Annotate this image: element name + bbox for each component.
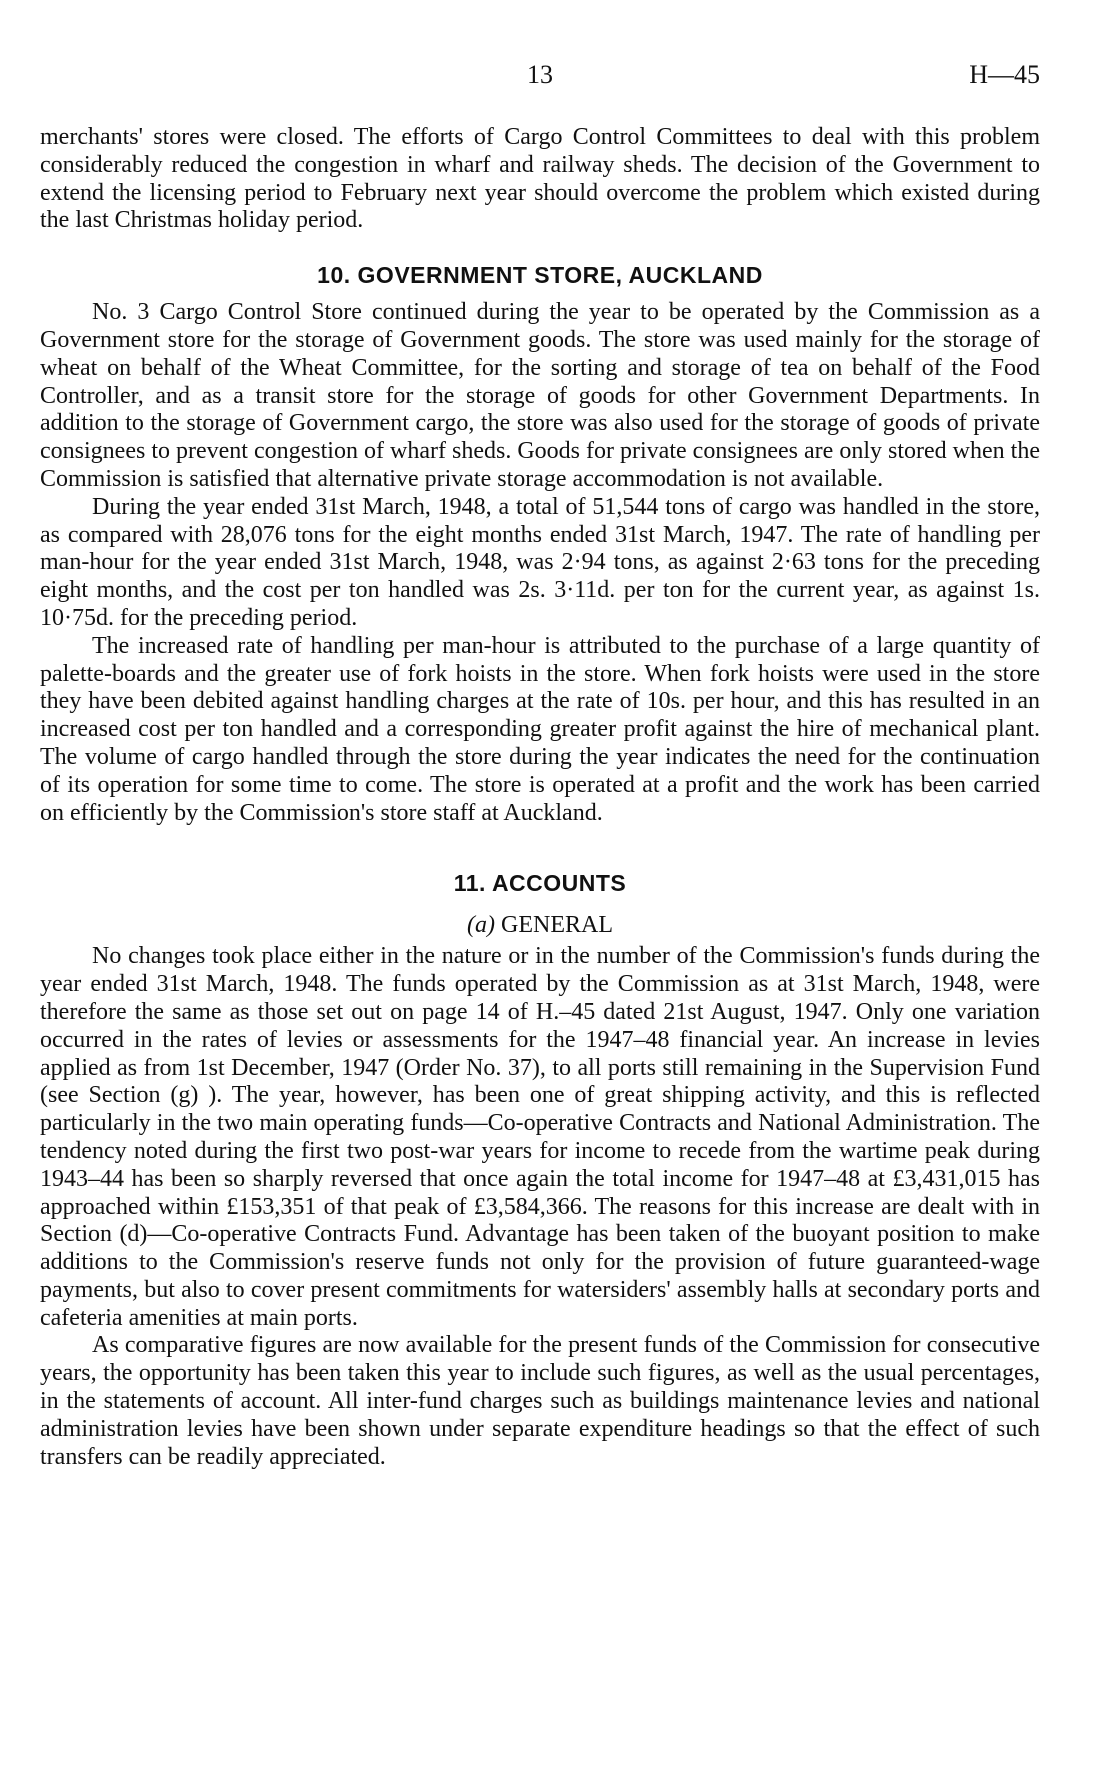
subsection-a-title: GENERAL: [501, 912, 613, 939]
document-reference: H—45: [969, 60, 1040, 89]
subsection-a-heading: [40, 911, 1040, 939]
section-11-paragraph-2: As comparative figures are now available for the present funds of the Commission for consecutive years, the opportunity has been taken this year to include such figures, as well as the usual percentages, in the statements of account. All inter-fund charges such as buildings maintenance levies and national administration levies have been shown under separate expenditure headings so that the effect of such transfers can be readily appreciated.: [40, 1332, 1040, 1470]
document-page: [40, 0, 1040, 1770]
section-11-paragraph-1: No changes took place either in the nature or in the number of the Commission's funds during the year ended 31st March, 1948. The funds operated by the Commission as at 31st March, 1948, were therefore the same as those set out on page 14 of H.–45 dated 21st August, 1947. Only one variation occurred in the rates of levies or assessments for the 1947–48 financial year. An increase in levies applied as from 1st December, 1947 (Order No. 37), to all ports still remaining in the Supervision Fund (see Section (g) ). The year, however, has been one of great shipping activity, and this is reflected particularly in the two main operating funds—Co-operative Contracts and National Administration. The tendency noted during the first two post-war years for income to recede from the wartime peak during 1943–44 has been so sharply reversed that once again the total income for 1947–48 at £3,431,015 has approached within £153,351 of that peak of £3,584,366. The reasons for this increase are dealt with in Section (d)—Co-operative Contracts Fund. Advantage has been taken of the buoyant position to make additions to the Commission's reserve funds not only for the provision of future guaranteed-wage payments, but also to cover present commitments for watersiders' assembly halls at secondary ports and cafeteria amenities at main ports.: [40, 943, 1040, 1331]
section-10-heading: 10. GOVERNMENT STORE, AUCKLAND: [317, 262, 763, 289]
page-header: [40, 60, 1040, 100]
intro-paragraph: merchants' stores were closed. The efforts of Cargo Control Committees to deal with this problem considerably reduced the congestion in wharf and railway sheds. The decision of the Government to extend the licensing period to February next year should overcome the problem which existed during the last Christmas holiday period.: [40, 124, 1040, 234]
subsection-a-marker: (a): [467, 912, 495, 939]
section-10-paragraph-1: No. 3 Cargo Control Store continued during the year to be operated by the Commission as a Government store for the storage of Government goods. The store was used mainly for the storage of wheat on behalf of the Wheat Committee, for the sorting and storage of tea on behalf of the Food Controller, and as a transit store for the storage of goods for other Government Departments. In addition to the storage of Government cargo, the store was also used for the storage of goods of private consignees to prevent congestion of wharf sheds. Goods for private consignees are only stored when the Commission is satisfied that alternative private storage accommodation is not available.: [40, 299, 1040, 492]
section-10-paragraph-2: During the year ended 31st March, 1948, a total of 51,544 tons of cargo was handled in the store, as compared with 28,076 tons for the eight months ended 31st March, 1947. The rate of handling per man-hour for the year ended 31st March, 1948, was 2·94 tons, as against 2·63 tons for the preceding eight months, and the cost per ton handled was 2s. 3·11d. per ton for the current year, as against 1s. 10·75d. for the preceding period.: [40, 493, 1040, 631]
section-10-paragraph-3: The increased rate of handling per man-hour is attributed to the purchase of a large quantity of palette-boards and the greater use of fork hoists in the store. When fork hoists were used in the store they have been debited against handling charges at the rate of 10s. per hour, and this has resulted in an increased cost per ton handled and a corresponding greater profit against the hire of mechanical plant. The volume of cargo handled through the store during the year indicates the need for the continuation of its operation for some time to come. The store is operated at a profit and the work has been carried on efficiently by the Commission's store staff at Auckland.: [40, 632, 1040, 826]
page-number: 13: [527, 60, 553, 89]
section-11-heading: 11. ACCOUNTS: [453, 870, 627, 897]
page-body: [40, 124, 1040, 1471]
